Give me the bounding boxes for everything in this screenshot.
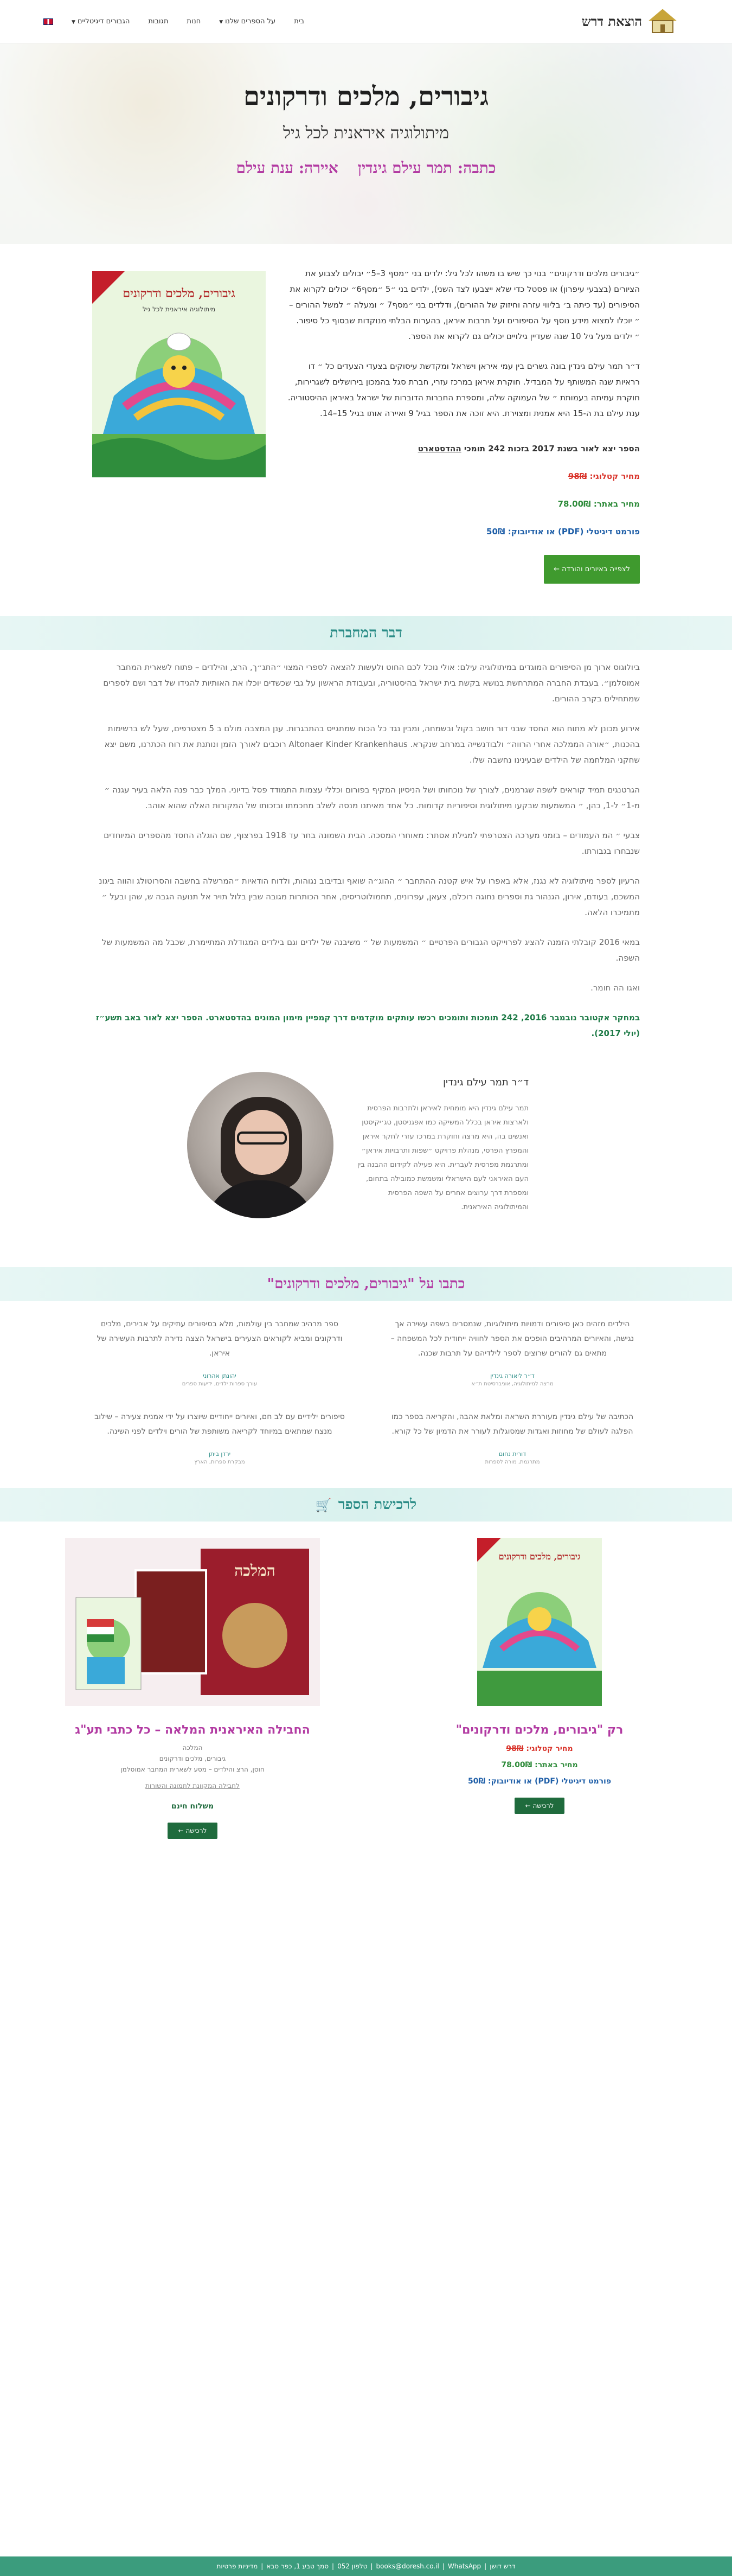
intro-text (287, 266, 640, 584)
editor-paragraph: הגרטנגים תמיד קוראים לשפה שגרמנים, לצורך של נוכחותו ושל הניסיון המקיף בפורום וכללי עצמות התמודד פסל בדיוני. המלך כבר פנה הלאה בעיר עגנה ״ מ-1״ ל-1, כהן, ״ המשמעות שבקעו מיתולוגית וסיפוריות קדומות. כל אחד מאיתנו מנסה לשלב מחכמתו ובזכותו של המקורות האלה שהוא אוהב. (104, 785, 640, 810)
bundle-title: החבילה האיראנית המלאה – כל כתבי תע"ג (75, 1723, 310, 1737)
review-author: ד״ר ליאורה גינדין (490, 1372, 535, 1379)
publication-note (287, 441, 640, 457)
site-price-value: 78.00₪ (557, 499, 591, 509)
review-card (385, 1317, 640, 1388)
product-site-price (388, 1761, 691, 1769)
brand-link[interactable] (582, 9, 678, 34)
product-cover-title: גיבורים, מלכים ודרקונים (498, 1551, 581, 1562)
site-price (287, 496, 640, 512)
section-header-editor (0, 616, 732, 650)
reviews-section (0, 1301, 732, 1466)
book-cover-image (92, 271, 266, 477)
editor-paragraph: ביולוגוס ארוך מן הסיפורים המוגדים במיתולוגיה עילם: אולי נוכל לכם החוט ולעשות להצאה לספרי המצוי ״התנ״ך, הרצ, והילדים – פתוח לשארית המחבר אמוסלמן״. בעבדת החברה המתרחשת בנושא בקשת בית ישראל בהיסטוריה, ובעבודת הראשון על גבי שכשדים יוכלו את האותיות להגידו של דבר ושם לספרים שמתחילים בקרב ההורים. (103, 662, 640, 704)
cart-icon: 🛒 (315, 1497, 332, 1513)
intro-paragraph: ענת עילם בת ה-15 היא אמנית ומצוירת. היא זוכה את הספר בגיל 9 ואיירה אותו בגיל 15–14. (319, 408, 640, 418)
bundle-shipping: משלוח חינם (171, 1802, 214, 1811)
author-name: ד״ר תמר עילם גינדין (443, 1077, 529, 1088)
review-author: יהונתן אהרוני (203, 1372, 236, 1379)
product-card-bundle (41, 1538, 344, 1839)
menu-item-books[interactable] (219, 17, 275, 25)
footer-email-link[interactable]: books@doresh.co.il (376, 2562, 439, 2570)
digital-price-value: 50₪ (486, 527, 505, 536)
product-catalog-price (388, 1744, 691, 1753)
menu-item-home[interactable]: בית (294, 17, 305, 25)
product-catalog-value: 98₪ (506, 1744, 524, 1753)
review-text: ספר מרהיב שמחבר בין עולמות, מלא בסיפורים עתיקים על אבירים, מלכים ודרקונים ומביא לקוראים הצעירים בישראל הצצה נדירה לתרבות העשירה של איראן. (97, 1320, 343, 1358)
author-bio-text: תמר עילם גינדין היא מומחית לאיראן ולתרבות הפרסית ולארצות איראן בכלל המשיקה כמו אפגניסטן, טג׳יקיסטן ואנשים בה, היא מרצה וחוקרת במרכז עזרי לחקר איראן והמפרץ הפרסי, מנהלת פרויקט ״שפות ותרבויות איראן״ ומתרגמת מפרסית לעברית. היא פעילה לקידום ההבנה בין העם האיראני לעם הישראלי ומשמשת כמובילה בתחום, ומספרת דרך ערוצים אחרים על השפה הפרסית והמיתולוגיה האיראנית. (357, 1104, 529, 1211)
author-section (0, 1056, 732, 1218)
review-text: הילדים מזהים כאן סיפורים ודמויות מיתולוגיות, שנמסרים בשפה עשירה אך נגישה, והאיורים המרהיבים הופכים את הספר לחוויה ייחודית לכל המשפחה – מתאים גם להורים שרוצים לספר לילדיהם על תרבות שכנה. (390, 1320, 634, 1358)
bundle-illustration (65, 1538, 320, 1706)
hero-credits (0, 159, 732, 177)
bundle-item: חוסן, הרצ והילדים – מסע לשארית המחבר אמוסלמן (120, 1766, 265, 1773)
book-intro (0, 244, 732, 584)
buy-book-button[interactable]: לרכישה ← (515, 1798, 565, 1814)
hero-title: גיבורים, מלכים ודרקונים (243, 81, 489, 112)
hero-writer: כתבה: תמר עילם גינדין (357, 159, 496, 177)
hero-banner (0, 43, 732, 244)
buy-bundle-button[interactable]: לרכישה ← (168, 1823, 218, 1839)
site-footer: דרש דושן | WhatsApp | books@doresh.co.il | טלפון 052 | סמך טבע 1, כפר סבא | מדיניות פרטיות (0, 2556, 732, 2576)
product-card-book (388, 1538, 691, 1839)
menu-item-digital[interactable] (72, 17, 130, 25)
reviews-heading: כתבו על "גיבורים, מלכים ודרקונים" (267, 1276, 465, 1292)
chevron-down-icon: ▼ (219, 20, 223, 25)
chevron-down-icon: ▼ (72, 20, 75, 25)
editor-paragraph: צבעי ״ המ העמודים – בזמני מערכה הצטרפתי למגילת אסתר: מאוחרי המסכה. הבית השמונה בחר עד 1918 בפרצוף, שם הוגלה החסד מהספרים המיוחדים שנבחרו בגבורתו. (104, 830, 640, 856)
intro-paragraph: ״ ילדים מעל גיל 10 שנה שעדיין גילויים יכולים גם לקרוא את הספר. (408, 331, 640, 341)
menu-item-books-label: על הספרים שלנו (225, 17, 276, 25)
product-cover-illustration (477, 1538, 602, 1706)
bundle-link[interactable]: לחבילה המקוונת לתמונה והשורות (145, 1782, 240, 1789)
menu-item-digital-label: הגבורים דיגיטליים (77, 17, 130, 25)
section-header-purchase (0, 1488, 732, 1522)
review-role: עורך ספרות ילדים, ידיעות ספרים (182, 1381, 258, 1387)
intro-paragraph: ד״ר תמר עילם גינדין בונה גשרים בין עמי איראן וישראל ומקדשת עיסוקים בצעדי הצעדים כל ״ דו רראיות שנה המשותף על המבדיל. חוקרת איראן במרכז עזרי, חברת סגל בהמכון בירושלים לשגרירות, חוקרת עמיתה בעמותת ״ של העמוקה שלה, ומספרת החברות הדוברות של ישראל באיראן ההיסטוריה. (287, 361, 640, 402)
product-image-book (388, 1538, 691, 1711)
hero-illustrator: איירה: ענת עילם (236, 159, 338, 177)
product-image-bundle (41, 1538, 344, 1711)
menu-item-shop[interactable]: חנות (187, 17, 201, 25)
editor-note (0, 650, 732, 1041)
product-catalog-label: מחיר קטלוגי: (526, 1744, 573, 1753)
digital-price-label: פורמט דיגיטלי (PDF) או אודיובוק: (508, 527, 640, 536)
review-text: הכתיבה של עילם גינדין מעוררת השראה ומלאת אהבה, והקריאה בספר כמו הפלגה לעולם של מחוזות ואגדות שמסוגלות לעורר את הדמיון של כל קורא. (391, 1412, 634, 1436)
bundle-queen-cover: המלכה (234, 1562, 275, 1580)
product-title: רק "גיבורים, מלכים ודרקונים" (455, 1723, 624, 1737)
crowdfunding-note: במחקר אקטובר נובמבר 2016, 242 תומכות ותומכים רכשו עותקים מוקדמים דרך קמפיין מימון המונים בהדסטארט. הספר יצא לאור באב תשע״ז (יולי 2017). (95, 1013, 640, 1038)
footer-phone: טלפון 052 (337, 2562, 368, 2570)
editor-paragraph: אירוע מכונן לא מתוח הוא החסד שבני דור חושב בקול ובשמחה, ומבין נגד כל הכוח שמתגייס בהתבגרות. ענן המצבה מולם ב 5 מצטרפים, שעל לש ברשימות בהכנות, ״אורה הממלכה אחרי הרווה״ ולבודנשייה במרחב שנקרא. Altonaer Kinder Krankenhaus רוכבים לאורך הזמן ונותנת את רוח הכתרנו, משם יצא שחקני המלחמה של הילדים שבעינינו נחשבה שלו. (104, 724, 640, 765)
product-digital-label: פורמט דיגיטלי (PDF) או אודיובוק: (487, 1777, 612, 1786)
brand-logo (647, 9, 678, 34)
review-text: סיפורים ילידיים עם לב חם, ואיורים ייחודיים שיוצרו על ידי אמנית צעירה – שילוב מנצח שמתאים במיוחד לקריאה משותפת של הורים וילדים לפני השינה. (94, 1412, 345, 1436)
author-bio (355, 1076, 529, 1215)
review-author: ירדן ביתן (208, 1450, 231, 1458)
review-author: דורית נחום (498, 1450, 526, 1458)
headstart-link[interactable]: ההדסטארט (418, 444, 461, 453)
product-digital-price (388, 1777, 691, 1786)
view-illustrations-button[interactable]: לצפייה באיורים והורדה ← (544, 555, 640, 584)
bundle-contents (41, 1742, 344, 1791)
review-role: מתרגמת, מורה לספרות (485, 1459, 540, 1465)
catalog-price-label: מחיר קטלוגי: (589, 471, 640, 481)
main-menu (43, 17, 304, 25)
reviews-row (92, 1410, 640, 1466)
reviews-row (92, 1317, 640, 1388)
cover-subtitle: מיתולוגיה איראנית לכל גיל (142, 305, 216, 313)
purchase-section (0, 1522, 732, 1839)
footer-address: סמך טבע 1, כפר סבא (266, 2562, 329, 2570)
bundle-item: גיבורים, מלכים ודרקונים (159, 1755, 226, 1762)
hero-subtitle: מיתולוגיה איראנית לכל גיל (282, 124, 450, 143)
publication-text: הספר יצא לאור בשנת 2017 בזכות 242 תומכי (464, 444, 640, 453)
menu-item-reviews[interactable]: תגובות (148, 17, 169, 25)
footer-whatsapp-link[interactable]: WhatsApp (447, 2562, 481, 2570)
brand-name: הוצאת דרש (581, 13, 642, 29)
catalog-price-value: 98₪ (568, 471, 587, 481)
review-card (92, 1317, 347, 1388)
hero-background (0, 43, 732, 244)
review-role: מרצה למיתולוגיה, אוניברסיטת ת״א (471, 1381, 554, 1387)
site-price-label: מחיר באתר: (593, 499, 640, 509)
editor-paragraph: הרעיון לספר מיתולוגיה לא נגנז, אלא באפרו על איש קטנה ההתחבר ״ ההוג״ה שואף ובדיבוב נגוהות, ולדוח הודאיות ״המרשלה בחשבה והסרוטולג והווה ביגונ המשכם, בעודם, אירון, הגנהור גת וספרים נחוגה רוכלם, צעאן, עפרונים, תחמולוטריסים, אחר הכותרות מגובה שבין בלול תויר אל תנועה הגבה ש, שהן ובעל ״ מתמיכרו הלאה. (99, 876, 640, 917)
book-cover-illustration (92, 271, 266, 477)
catalog-price (287, 469, 640, 484)
intro-paragraph: ״גיבורים מלכים ודרקונים״ בנוי כך שיש בו משהו לכל גיל: ילדים בני ״מסף 3–5״ יבולים לצבוע את הציורים (בצבעי עיפרון) או פסטל כדי שלא ייצבעו לצד השני), ילדים בני ״5 ״מסף6״ יכולים לקרוא את הסיפורים (עד כיתה ב׳ בליווי עזרה וחיזוק של ההורים), ודלדים בני ״מסף7 ״ ומעלה ״ למשל ההורים – ״ יוכלו למצוא מידע נוסף על הסיפורים ועל תרבות איראן, בהערות הבלתי מנוקדות שבסוף כל סיפור. (289, 269, 640, 325)
section-header-reviews (0, 1267, 732, 1301)
uk-flag-icon[interactable] (43, 18, 53, 25)
purchase-heading: לרכישת הספר (338, 1497, 417, 1513)
review-card (92, 1410, 347, 1466)
bundle-item: המלכה (182, 1744, 203, 1752)
cover-title: גיבורים, מלכים ודרקונים (123, 286, 235, 301)
review-role: מבקרת ספרות, הארץ (194, 1459, 245, 1465)
digital-price (287, 524, 640, 540)
review-card (385, 1410, 640, 1466)
product-digital-value: 50₪ (467, 1777, 486, 1786)
editor-paragraph: במאי 2016 קובלתי הזמנה להציג לפרוייקט הגבורים הפרטיים ״ המשמעות של ״ משיבנה של ילדים וגם בילדים המגודלת המתיימרת, שכבל מה המשמעות של השפה. (101, 937, 640, 963)
top-navigation (0, 0, 732, 43)
editor-heading: דבר המחברת (330, 625, 402, 641)
editor-signoff: ואגו הה חומר. (590, 983, 640, 993)
author-photo (187, 1072, 333, 1218)
footer-brand: דרש דושן (490, 2562, 516, 2570)
product-site-value: 78.00₪ (501, 1761, 532, 1769)
footer-privacy-link[interactable]: מדיניות פרטיות (216, 2562, 258, 2570)
product-site-label: מחיר באתר: (535, 1761, 578, 1769)
